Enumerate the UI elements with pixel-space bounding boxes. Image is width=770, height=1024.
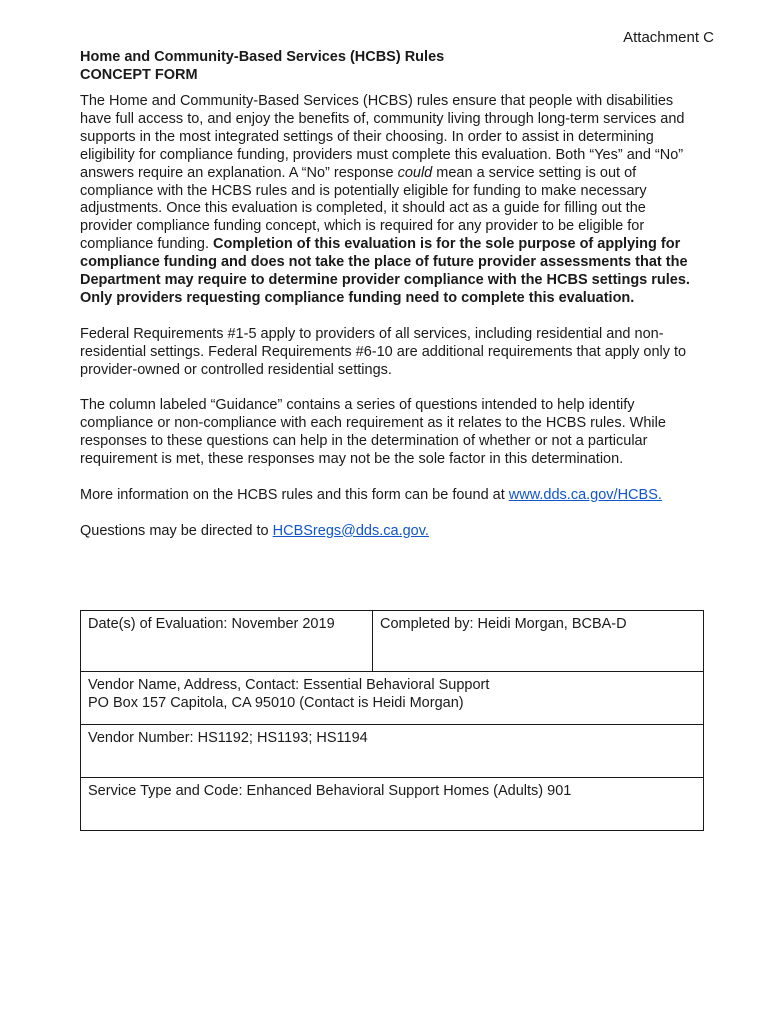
vendor-name-line: Vendor Name, Address, Contact: Essential Behavioral Support bbox=[88, 677, 490, 693]
intro-text-italic: could bbox=[397, 164, 433, 181]
document-title bbox=[80, 48, 444, 84]
intro-text-a: The Home and Community-Based Services (HCBS) rules ensure that people with disabilities have full access to, and enjoy the benefits of, community living through long-term services and supports in the most integrated settings of their choosing. In order to assist in determining eligibility for compliance funding, providers must complete this evaluation. Both “Yes” and “No” answers require an explanation. A “No” response bbox=[80, 93, 685, 181]
title-line-1: Home and Community-Based Services (HCBS) Rules bbox=[80, 49, 445, 65]
questions-paragraph bbox=[80, 523, 690, 541]
evaluation-info-table bbox=[80, 610, 704, 831]
attachment-label: Attachment C bbox=[623, 29, 714, 46]
intro-text-bold: Completion of this evaluation is for the sole purpose of applying for compliance funding and does not take the place of future provider assessments that the Department may require to determine provider compliance with the HCBS settings rules. Only providers requesting compliance funding need to complete this evaluation. bbox=[80, 236, 690, 306]
service-type-cell: Service Type and Code: Enhanced Behavioral Support Homes (Adults) 901 bbox=[81, 778, 704, 831]
evaluation-dates-cell: Date(s) of Evaluation: November 2019 bbox=[81, 611, 373, 672]
more-info-paragraph bbox=[80, 487, 690, 505]
vendor-address-line: PO Box 157 Capitola, CA 95010 (Contact is Heidi Morgan) bbox=[88, 695, 464, 711]
hcbs-website-link[interactable]: www.dds.ca.gov/HCBS. bbox=[508, 486, 662, 503]
title-line-2: CONCEPT FORM bbox=[80, 67, 198, 83]
table-row bbox=[81, 725, 704, 778]
table-row bbox=[81, 611, 704, 672]
hcbs-email-link[interactable]: HCBSregs@dds.ca.gov. bbox=[272, 522, 429, 539]
intro-text-b: mean a service setting is out of compliance with the HCBS rules and is potentially eligible for funding to make necessary adjustments. Once this evaluation is completed, it should act as a guide for filling out the provider compliance funding concept, which is required for any provider to be eligible for compliance funding. bbox=[80, 164, 647, 253]
intro-paragraph bbox=[80, 93, 690, 308]
document-body bbox=[80, 93, 690, 558]
questions-text: Questions may be directed to bbox=[80, 522, 273, 539]
table-row bbox=[81, 778, 704, 831]
vendor-info-cell bbox=[81, 672, 704, 725]
completed-by-cell: Completed by: Heidi Morgan, BCBA-D bbox=[373, 611, 704, 672]
vendor-number-cell: Vendor Number: HS1192; HS1193; HS1194 bbox=[81, 725, 704, 778]
table-row bbox=[81, 672, 704, 725]
federal-requirements-paragraph: Federal Requirements #1-5 apply to providers of all services, including residential and non-residential settings. Federal Requirements #6-10 are additional requirements that apply only to provider-owned or controlled residential settings. bbox=[80, 325, 687, 378]
more-info-text: More information on the HCBS rules and this form can be found at bbox=[80, 486, 509, 503]
guidance-paragraph: The column labeled “Guidance” contains a series of questions intended to help identify compliance or non-compliance with each requirement as it relates to the HCBS rules. While responses to these questions can help in the determination of whether or not a particular requirement is met, these responses may not be the sole factor in this determination. bbox=[80, 397, 666, 468]
